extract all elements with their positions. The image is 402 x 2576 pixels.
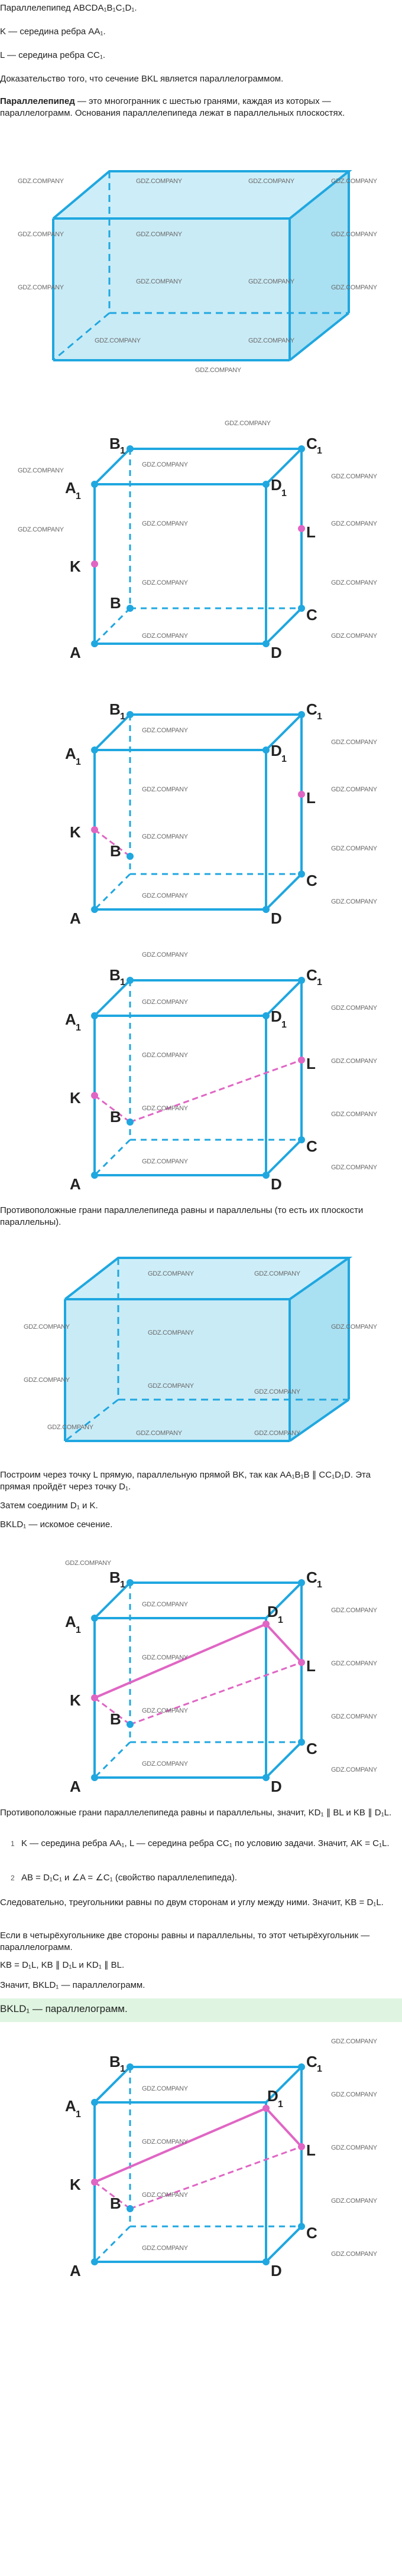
svg-text:GDZ.COMPANY: GDZ.COMPANY	[331, 786, 377, 793]
conclusion: BKLD₁ — параллелограмм.	[0, 2003, 128, 2014]
svg-text:L: L	[306, 1657, 316, 1675]
svg-text:C: C	[306, 606, 317, 624]
svg-text:GDZ.COMPANY: GDZ.COMPANY	[331, 1058, 377, 1065]
svg-text:GDZ.COMPANY: GDZ.COMPANY	[136, 1430, 182, 1437]
svg-text:K: K	[70, 823, 81, 841]
svg-text:C: C	[306, 966, 317, 984]
definition-text: — это многогранник с шестью гранями, каждая из которых — параллелограмм. Основания параллелепипеда лежат в параллельных плоскостях.	[0, 96, 345, 118]
watermark: GDZ.COMPANY	[95, 337, 141, 344]
svg-text:GDZ.COMPANY: GDZ.COMPANY	[225, 420, 271, 427]
svg-text:K: K	[70, 2176, 81, 2193]
svg-text:GDZ.COMPANY: GDZ.COMPANY	[148, 1382, 194, 1390]
svg-text:L: L	[306, 523, 316, 541]
svg-text:L: L	[306, 789, 316, 807]
svg-text:GDZ.COMPANY: GDZ.COMPANY	[331, 1111, 377, 1118]
figure-cube-BK-DL	[0, 945, 402, 1193]
svg-text:GDZ.COMPANY: GDZ.COMPANY	[331, 2251, 377, 2258]
svg-text:1: 1	[120, 977, 125, 987]
svg-text:GDZ.COMPANY: GDZ.COMPANY	[142, 2085, 188, 2092]
svg-text:C: C	[306, 1740, 317, 1757]
svg-text:GDZ.COMPANY: GDZ.COMPANY	[331, 739, 377, 746]
svg-text:1: 1	[120, 712, 125, 722]
svg-text:1: 1	[76, 1023, 81, 1033]
svg-text:B: B	[109, 435, 121, 452]
list-item	[11, 1872, 395, 1884]
svg-text:GDZ.COMPANY: GDZ.COMPANY	[331, 1005, 377, 1012]
step-2c: BKLD₁ — искомое сечение.	[0, 1519, 113, 1530]
svg-text:A: A	[65, 2097, 76, 2115]
svg-text:GDZ.COMPANY: GDZ.COMPANY	[331, 1164, 377, 1171]
svg-text:GDZ.COMPANY: GDZ.COMPANY	[24, 1377, 70, 1384]
svg-text:C: C	[306, 1137, 317, 1155]
svg-text:D: D	[267, 1603, 278, 1620]
svg-text:GDZ.COMPANY: GDZ.COMPANY	[331, 632, 377, 640]
list-number: 2	[11, 1874, 15, 1882]
svg-text:1: 1	[281, 488, 287, 498]
svg-text:1: 1	[76, 1625, 81, 1635]
intro-line-4: Доказательство того, что сечение BKL является параллелограммом.	[0, 74, 284, 84]
svg-text:GDZ.COMPANY: GDZ.COMPANY	[254, 1388, 300, 1395]
svg-text:B: B	[109, 1569, 121, 1586]
svg-text:D: D	[271, 644, 282, 661]
svg-text:A: A	[70, 1778, 81, 1795]
intro-line-2: K — середина ребра AA₁.	[0, 27, 106, 37]
figure-cube-BK	[0, 679, 402, 927]
step-5: Если в четырёхугольнике две стороны равны и параллельны, то этот четырёхугольник — параллелограмм.	[0, 1931, 370, 1952]
svg-text:1: 1	[317, 2064, 322, 2074]
svg-text:GDZ.COMPANY: GDZ.COMPANY	[254, 1270, 300, 1277]
step-2a: Построим через точку L прямую, параллельную прямой BK, так как AA₁B₁B ∥ CC₁D₁D. Эта прямая пройдёт через точку D₁.	[0, 1470, 371, 1492]
svg-text:GDZ.COMPANY: GDZ.COMPANY	[142, 727, 188, 734]
midpoint-dots	[91, 791, 305, 833]
svg-text:D: D	[271, 2262, 282, 2280]
svg-text:GDZ.COMPANY: GDZ.COMPANY	[142, 1707, 188, 1714]
figure-cube-KL	[0, 413, 402, 661]
watermark: GDZ.COMPANY	[248, 278, 294, 285]
svg-text:A: A	[70, 644, 81, 661]
figure-final-section	[0, 2032, 402, 2280]
box-faces	[65, 1258, 349, 1441]
svg-text:1: 1	[281, 1020, 287, 1030]
svg-text:GDZ.COMPANY: GDZ.COMPANY	[142, 1052, 188, 1059]
svg-text:GDZ.COMPANY: GDZ.COMPANY	[142, 632, 188, 640]
svg-text:1: 1	[278, 1615, 283, 1625]
svg-text:GDZ.COMPANY: GDZ.COMPANY	[331, 579, 377, 586]
svg-text:1: 1	[120, 2064, 125, 2074]
svg-text:C: C	[306, 1569, 317, 1586]
step-4: Следовательно, треугольники равны по двум сторонам и углу между ними. Значит, KB = D₁L.	[0, 1897, 384, 1907]
svg-text:B: B	[109, 2053, 121, 2070]
step-7: Значит, BKLD₁ — параллелограмм.	[0, 1980, 145, 1990]
svg-text:C: C	[306, 2224, 317, 2242]
svg-text:K: K	[70, 557, 81, 575]
svg-text:GDZ.COMPANY: GDZ.COMPANY	[331, 1766, 377, 1773]
svg-text:1: 1	[76, 2109, 81, 2120]
svg-text:GDZ.COMPANY: GDZ.COMPANY	[331, 2197, 377, 2205]
svg-text:A: A	[70, 909, 81, 927]
svg-text:GDZ.COMPANY: GDZ.COMPANY	[142, 2245, 188, 2252]
svg-text:B: B	[109, 700, 121, 718]
svg-text:C: C	[306, 872, 317, 889]
svg-text:B: B	[109, 966, 121, 984]
watermark: GDZ.COMPANY	[18, 284, 64, 291]
definition-term: Параллелепипед	[0, 96, 75, 106]
svg-text:GDZ.COMPANY: GDZ.COMPANY	[18, 467, 64, 474]
step-6: KB = D₁L, KB ∥ D₁L и KD₁ ∥ BL.	[0, 1960, 125, 1970]
svg-text:GDZ.COMPANY: GDZ.COMPANY	[142, 2138, 188, 2145]
svg-text:GDZ.COMPANY: GDZ.COMPANY	[142, 2192, 188, 2199]
svg-text:D: D	[271, 909, 282, 927]
svg-text:L: L	[306, 2141, 316, 2159]
section-hidden-segments	[95, 2147, 302, 2209]
watermark: GDZ.COMPANY	[136, 278, 182, 285]
svg-text:GDZ.COMPANY: GDZ.COMPANY	[142, 1158, 188, 1165]
svg-text:D: D	[267, 2087, 278, 2105]
svg-text:B: B	[110, 2195, 121, 2212]
svg-text:1: 1	[317, 977, 322, 987]
list-text: K — середина ребра AA₁, L — середина ребра CC₁ по условию задачи. Значит, AK = C₁L.	[21, 1838, 390, 1848]
svg-text:B: B	[110, 842, 121, 860]
svg-text:A: A	[70, 1175, 81, 1193]
svg-text:A: A	[65, 479, 76, 497]
svg-text:C: C	[306, 700, 317, 718]
watermarks-fig3	[142, 727, 378, 905]
svg-text:GDZ.COMPANY: GDZ.COMPANY	[142, 461, 188, 468]
svg-text:GDZ.COMPANY: GDZ.COMPANY	[331, 1607, 377, 1614]
svg-text:1: 1	[317, 446, 322, 456]
svg-text:GDZ.COMPANY: GDZ.COMPANY	[148, 1329, 194, 1336]
svg-text:D: D	[271, 742, 282, 759]
watermarks-fig4	[142, 951, 378, 1171]
step-3: Противоположные грани параллелепипеда равны и параллельны, значит, KD₁ ∥ BL и KB ∥ D₁L.	[0, 1808, 392, 1818]
svg-text:GDZ.COMPANY: GDZ.COMPANY	[331, 2038, 377, 2045]
figure-parallelepiped-1	[0, 165, 402, 378]
svg-text:K: K	[70, 1691, 81, 1709]
intro-line-1: Параллелепипед ABCDA₁B₁C₁D₁.	[0, 3, 137, 13]
svg-text:GDZ.COMPANY: GDZ.COMPANY	[142, 786, 188, 793]
watermark: GDZ.COMPANY	[248, 337, 294, 344]
svg-text:1: 1	[120, 446, 125, 456]
svg-text:GDZ.COMPANY: GDZ.COMPANY	[254, 1430, 300, 1437]
svg-text:GDZ.COMPANY: GDZ.COMPANY	[65, 1560, 111, 1567]
svg-text:D: D	[271, 1007, 282, 1025]
svg-text:L: L	[306, 1055, 316, 1072]
svg-text:GDZ.COMPANY: GDZ.COMPANY	[148, 1270, 194, 1277]
svg-text:1: 1	[76, 757, 81, 767]
svg-text:GDZ.COMPANY: GDZ.COMPANY	[331, 2091, 377, 2098]
svg-text:D: D	[271, 1175, 282, 1193]
midpoint-dots	[91, 525, 305, 568]
svg-text:GDZ.COMPANY: GDZ.COMPANY	[331, 473, 377, 480]
svg-text:1: 1	[76, 491, 81, 501]
svg-text:GDZ.COMPANY: GDZ.COMPANY	[142, 1601, 188, 1608]
svg-text:GDZ.COMPANY: GDZ.COMPANY	[331, 520, 377, 527]
svg-text:GDZ.COMPANY: GDZ.COMPANY	[331, 898, 377, 905]
step-1: Противоположные грани параллелепипеда равны и параллельны (то есть их плоскости параллельны).	[0, 1205, 364, 1227]
list-number: 1	[11, 1840, 15, 1848]
svg-text:A: A	[65, 1613, 76, 1631]
svg-text:1: 1	[317, 712, 322, 722]
watermark: GDZ.COMPANY	[331, 231, 377, 238]
svg-text:GDZ.COMPANY: GDZ.COMPANY	[142, 892, 188, 899]
section-visible-segments	[95, 2108, 302, 2182]
svg-text:A: A	[70, 2262, 81, 2280]
list-text: AB = D₁C₁ и ∠A = ∠C₁ (свойство параллелепипеда).	[21, 1873, 238, 1883]
watermark: GDZ.COMPANY	[248, 178, 294, 185]
watermark: GDZ.COMPANY	[18, 231, 64, 238]
svg-text:GDZ.COMPANY: GDZ.COMPANY	[331, 845, 377, 852]
svg-text:GDZ.COMPANY: GDZ.COMPANY	[142, 1105, 188, 1112]
svg-text:C: C	[306, 435, 317, 452]
svg-text:D: D	[271, 476, 282, 494]
svg-text:A: A	[65, 745, 76, 762]
midpoint-dots	[91, 1057, 305, 1099]
watermarks-fig2	[18, 420, 378, 640]
section-segments	[95, 1060, 302, 1122]
svg-text:GDZ.COMPANY: GDZ.COMPANY	[331, 1713, 377, 1720]
figure-section-BKLD1	[0, 1547, 402, 1795]
svg-text:B: B	[110, 594, 121, 612]
section-visible-segments	[95, 1624, 302, 1698]
svg-text:GDZ.COMPANY: GDZ.COMPANY	[142, 951, 188, 958]
svg-text:GDZ.COMPANY: GDZ.COMPANY	[47, 1424, 93, 1431]
svg-text:GDZ.COMPANY: GDZ.COMPANY	[331, 1660, 377, 1667]
svg-text:GDZ.COMPANY: GDZ.COMPANY	[142, 833, 188, 840]
watermark: GDZ.COMPANY	[195, 367, 241, 374]
svg-text:K: K	[70, 1089, 81, 1107]
definition	[0, 96, 395, 119]
svg-text:GDZ.COMPANY: GDZ.COMPANY	[142, 1654, 188, 1661]
list-item	[11, 1838, 395, 1850]
svg-text:C: C	[306, 2053, 317, 2070]
svg-text:GDZ.COMPANY: GDZ.COMPANY	[24, 1323, 70, 1331]
watermark: GDZ.COMPANY	[331, 284, 377, 291]
svg-text:1: 1	[278, 2099, 283, 2109]
figure-parallelepiped-2	[0, 1246, 402, 1459]
svg-text:GDZ.COMPANY: GDZ.COMPANY	[142, 579, 188, 586]
watermark: GDZ.COMPANY	[331, 178, 377, 185]
svg-text:1: 1	[317, 1580, 322, 1590]
step-2b: Затем соединим D₁ и K.	[0, 1501, 98, 1511]
intro-line-3: L — середина ребра CC₁.	[0, 50, 106, 60]
svg-text:GDZ.COMPANY: GDZ.COMPANY	[142, 520, 188, 527]
watermarks-fig6	[65, 1560, 378, 1773]
watermark: GDZ.COMPANY	[136, 178, 182, 185]
watermark: GDZ.COMPANY	[136, 231, 182, 238]
svg-text:D: D	[271, 1778, 282, 1795]
watermarks-fig7	[142, 2038, 378, 2258]
watermark: GDZ.COMPANY	[18, 178, 64, 185]
box-faces	[53, 171, 349, 360]
svg-text:B: B	[110, 1108, 121, 1126]
svg-text:GDZ.COMPANY: GDZ.COMPANY	[142, 1760, 188, 1768]
svg-text:1: 1	[281, 754, 287, 764]
svg-text:GDZ.COMPANY: GDZ.COMPANY	[331, 2144, 377, 2151]
svg-text:A: A	[65, 1010, 76, 1028]
svg-text:GDZ.COMPANY: GDZ.COMPANY	[331, 1323, 377, 1331]
svg-text:GDZ.COMPANY: GDZ.COMPANY	[142, 999, 188, 1006]
svg-text:B: B	[110, 1710, 121, 1728]
svg-text:GDZ.COMPANY: GDZ.COMPANY	[18, 526, 64, 533]
section-hidden-segments	[95, 1662, 302, 1724]
svg-text:1: 1	[120, 1580, 125, 1590]
